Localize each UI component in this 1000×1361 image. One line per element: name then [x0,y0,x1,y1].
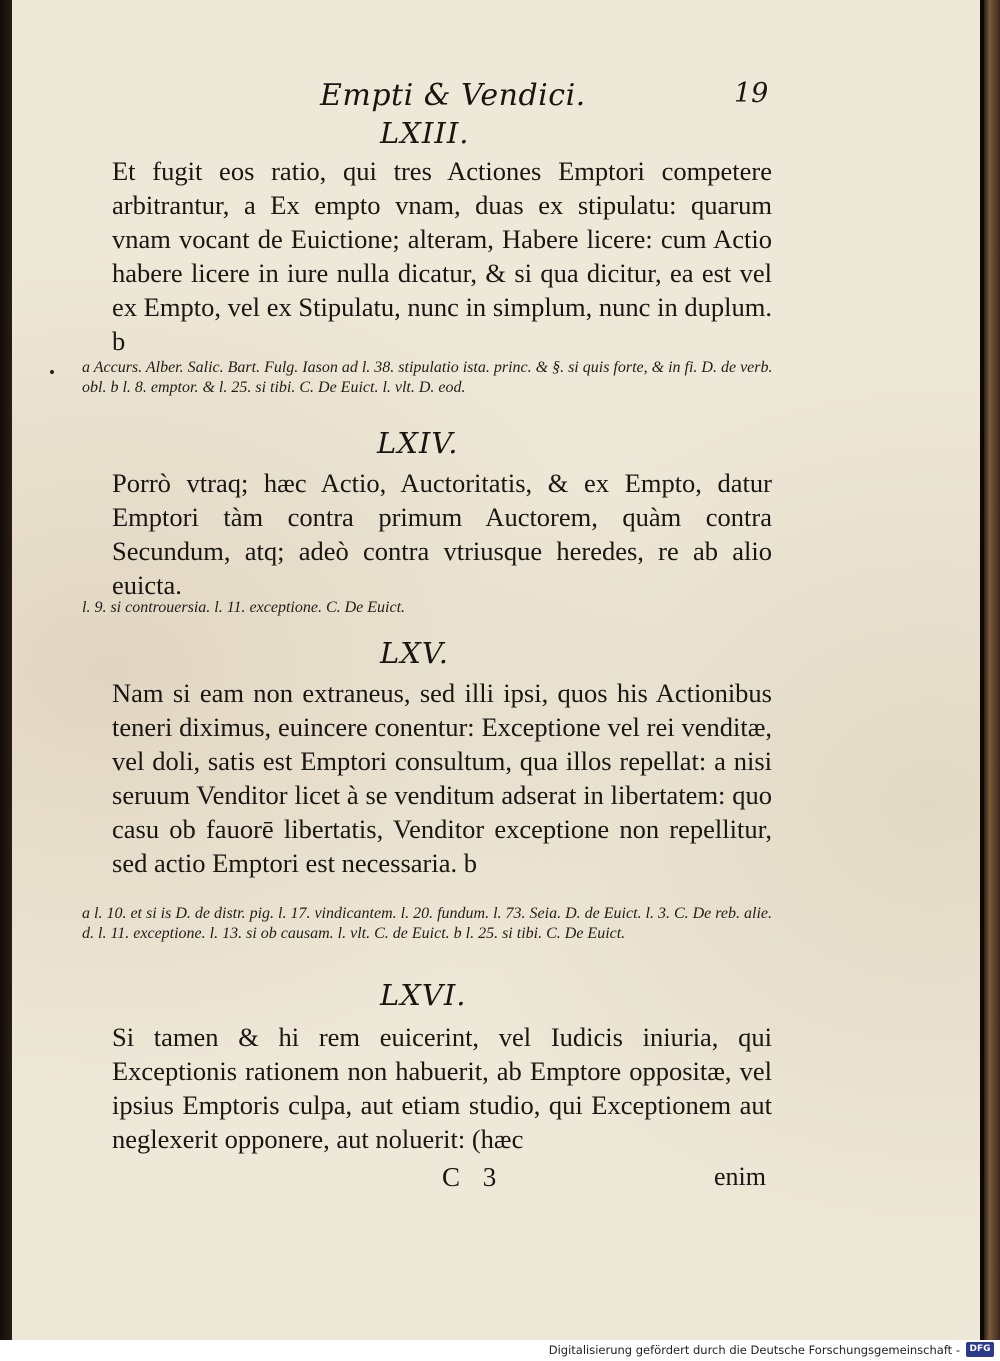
section-heading-lxiii: LXIII. [380,116,470,150]
section-text-lxiv: Porrò vtraq; hæc Actio, Auctoritatis, & ex Empto, datur Emptori tàm contra primum Auctorem, quàm contra Secundum, atq; adeò contra vtriusque heredes, re ab alio euicta. [112,468,772,600]
section-heading-lxv: LXV. [380,636,449,670]
signature-mark: C 3 [442,1162,505,1192]
catchword: enim [714,1162,766,1191]
section-text-lxv: Nam si eam non extraneus, sed illi ipsi, quos his Actionibus teneri diximus, euincere conentur: Exceptione vel rei venditæ, vel doli, satis est Emptori consultum, qua illos repellat: a nisi seruum Venditor licet à se venditum adserat in libertatem: quo casu ob fauorē libertatis, Venditor exceptione non repellitur, sed actio Emptori est necessaria. b [112,678,772,878]
footnote-lxv: a l. 10. et si is D. de distr. pig. l. 17. vindicantem. l. 20. fundum. l. 73. Seia. D. de Euict. l. 3. C. De reb. alie. d. l. 11. exceptione. l. 13. si ob causam. l. vlt. C. de Euict. b l. 25. si tibi. C. De Euict. [82,905,773,942]
page-edge [984,0,1000,1340]
footer-credit-text: Digitalisierung gefördert durch die Deutsche Forschungsgemeinschaft - [548,1343,960,1357]
ink-speck [50,370,54,374]
section-text-lxvi: Si tamen & hi rem euicerint, vel Iudicis iniuria, qui Exceptionis rationem non habuerit, ab Emptore oppositæ, vel ipsius Emptoris culpa, aut etiam studio, qui Exceptionem aut neglexerit opponere, aut noluerit: (hæc [112,1022,772,1154]
section-heading-lxvi: LXVI. [380,978,467,1012]
running-title: Empti & Vendici. [320,78,586,113]
book-page [12,0,980,1340]
page-number: 19 [734,78,769,109]
dfg-logo: DFG [966,1342,994,1357]
footnote-lxiv: l. 9. si controuersia. l. 11. exceptione. C. De Euict. [82,599,406,616]
footnote-lxiii: a Accurs. Alber. Salic. Bart. Fulg. Iason ad l. 38. stipulatio ista. princ. & §. si quis forte, & in fi. D. de verb. obl. b l. 8. emptor. & l. 25. si tibi. C. De Euict. l. vlt. D. eod. [82,359,773,396]
book-gutter [0,0,12,1340]
section-text-lxiii: Et fugit eos ratio, qui tres Actiones Emptori competere arbitrantur, a Ex empto vnam, duas ex stipulatu: quarum vnam vocant de Euictione; alteram, Habere licere: cum Actio habere licere in iure nulla dicatur, & si qua dicitur, ea est vel ex Empto, vel ex Stipulatu, nunc in simplum, nunc in duplum. b [112,156,772,356]
section-heading-lxiv: LXIV. [377,426,459,460]
